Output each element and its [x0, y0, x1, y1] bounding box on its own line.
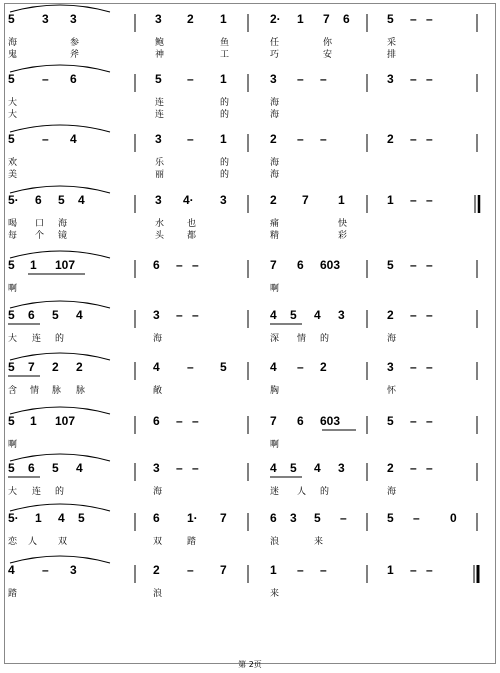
lyric-verse2: 斧 — [70, 50, 80, 60]
lyric-verse1: 脉 — [76, 386, 86, 396]
lyric-verse1: 浪 — [270, 537, 280, 547]
note: – — [426, 360, 433, 374]
slur — [10, 301, 110, 308]
lyric-verse1: 海 — [153, 334, 163, 344]
note: 2 — [52, 360, 59, 374]
note: 1 — [387, 193, 394, 207]
note: – — [42, 72, 49, 86]
note: 3 — [155, 132, 162, 146]
note: 6 — [270, 511, 277, 525]
lyric-verse1: 情 — [297, 334, 307, 344]
note: 4 — [270, 461, 277, 475]
note: 2 — [270, 132, 277, 146]
lyric-verse1: 的 — [320, 334, 330, 344]
note: 3 — [155, 193, 162, 207]
lyric-verse1: 痛 — [270, 219, 280, 229]
note: 5 — [8, 414, 15, 428]
note: 3 — [387, 360, 394, 374]
note: 4 — [76, 461, 83, 475]
lyric-verse2: 大 — [8, 110, 18, 120]
note: 5 — [58, 193, 65, 207]
lyric-verse1: 口 — [35, 219, 45, 229]
note: 4 — [153, 360, 160, 374]
note: – — [426, 461, 433, 475]
lyric-verse1: 乐 — [155, 158, 165, 168]
note: – — [410, 132, 417, 146]
note: – — [426, 563, 433, 577]
note: – — [192, 461, 199, 475]
note: – — [320, 132, 327, 146]
note: 2 — [387, 461, 394, 475]
note: 5 — [387, 511, 394, 525]
lyric-verse1: 任 — [270, 38, 280, 48]
note: 5 — [8, 72, 15, 86]
note: – — [426, 193, 433, 207]
note: 3 — [155, 12, 162, 26]
lyric-verse1: 深 — [270, 334, 280, 344]
note: 6 — [343, 12, 350, 26]
note: 6 — [35, 193, 42, 207]
lyric-verse2: 丽 — [155, 170, 165, 180]
note: 4 — [270, 360, 277, 374]
note: – — [410, 72, 417, 86]
note: 2· — [270, 12, 281, 26]
note: 3 — [338, 308, 345, 322]
note: 3 — [290, 511, 297, 525]
note: 5 — [314, 511, 321, 525]
note: 5 — [52, 308, 59, 322]
lyric-verse1: 大 — [8, 334, 18, 344]
lyric-verse1: 啊 — [8, 440, 18, 450]
note: – — [410, 563, 417, 577]
note: 5 — [52, 461, 59, 475]
lyric-verse2: 彩 — [338, 231, 348, 241]
note: – — [320, 72, 327, 86]
note: 1 — [30, 258, 37, 272]
lyric-verse1: 人 — [28, 537, 38, 547]
note: 7 — [302, 193, 309, 207]
note: – — [192, 414, 199, 428]
lyric-verse1: 脉 — [52, 386, 62, 396]
note: 7 — [28, 360, 35, 374]
lyric-verse2: 神 — [155, 50, 165, 60]
lyric-verse1: 海 — [270, 158, 280, 168]
lyric-verse1: 参 — [70, 38, 80, 48]
note: 4 — [314, 461, 321, 475]
note: – — [297, 360, 304, 374]
lyric-verse1: 双 — [58, 537, 68, 547]
note: – — [42, 132, 49, 146]
note: 5 — [387, 12, 394, 26]
note: 6 — [28, 461, 35, 475]
note: 603 — [320, 414, 341, 428]
note: 1 — [220, 12, 227, 26]
note: 5 — [387, 414, 394, 428]
note: 3 — [42, 12, 49, 26]
note: 4 — [8, 563, 15, 577]
note: 5 — [8, 308, 15, 322]
note: – — [187, 132, 194, 146]
lyric-verse1: 敞 — [153, 386, 163, 396]
note: 5 — [8, 132, 15, 146]
lyric-verse1: 欢 — [8, 158, 18, 168]
lyric-verse2: 每 — [8, 231, 18, 241]
note: 1· — [187, 511, 198, 525]
slur — [10, 504, 110, 511]
lyric-verse1: 海 — [387, 334, 397, 344]
note: 3 — [338, 461, 345, 475]
lyric-verse2: 排 — [387, 50, 397, 60]
lyric-verse1: 的 — [320, 487, 330, 497]
note: 5 — [8, 360, 15, 374]
note: 1 — [297, 12, 304, 26]
slur — [10, 65, 110, 72]
note: 5 — [8, 12, 15, 26]
note: – — [297, 72, 304, 86]
lyric-verse1: 来 — [314, 537, 324, 547]
note: 2 — [76, 360, 83, 374]
note: 1 — [387, 563, 394, 577]
lyric-verse1: 海 — [8, 38, 18, 48]
note: – — [176, 461, 183, 475]
note: 4 — [270, 308, 277, 322]
note: – — [410, 193, 417, 207]
note: 7 — [220, 511, 227, 525]
note: 1 — [338, 193, 345, 207]
note: 2 — [270, 193, 277, 207]
slur — [10, 5, 110, 12]
lyric-verse1: 人 — [297, 487, 307, 497]
note: – — [187, 360, 194, 374]
lyric-verse1: 来 — [270, 589, 280, 599]
lyric-verse1: 情 — [30, 386, 40, 396]
note: 7 — [270, 414, 277, 428]
note: 2 — [387, 308, 394, 322]
lyric-verse1: 海 — [270, 98, 280, 108]
note: 2 — [320, 360, 327, 374]
lyric-verse1: 双 — [153, 537, 163, 547]
note: – — [187, 563, 194, 577]
lyric-verse2: 巧 — [270, 50, 280, 60]
note: 4· — [183, 193, 194, 207]
lyric-verse1: 啊 — [8, 284, 18, 294]
page-number: 第 2页 — [238, 660, 262, 669]
lyric-verse2: 个 — [35, 231, 45, 241]
lyric-verse1: 鱼 — [220, 38, 230, 48]
note: 5 — [290, 461, 297, 475]
lyric-verse1: 海 — [58, 219, 68, 229]
lyric-verse1: 胸 — [270, 386, 280, 396]
note: – — [426, 132, 433, 146]
note: 5· — [8, 193, 19, 207]
note: – — [410, 12, 417, 26]
note: – — [426, 308, 433, 322]
note: 1 — [30, 414, 37, 428]
note: – — [410, 414, 417, 428]
note: – — [192, 258, 199, 272]
lyric-verse1: 快 — [338, 219, 348, 229]
slur — [10, 407, 110, 414]
lyric-verse2: 海 — [270, 110, 280, 120]
note: – — [410, 461, 417, 475]
lyric-verse1: 连 — [32, 487, 42, 497]
note: 2 — [153, 563, 160, 577]
note: 1 — [220, 132, 227, 146]
lyric-verse2: 鬼 — [8, 50, 18, 60]
note: – — [187, 72, 194, 86]
lyric-verse1: 含 — [8, 386, 18, 396]
note: 6 — [70, 72, 77, 86]
lyric-verse2: 美 — [8, 170, 18, 180]
note: – — [426, 72, 433, 86]
lyric-verse2: 海 — [270, 170, 280, 180]
lyric-verse1: 大 — [8, 487, 18, 497]
lyric-verse1: 的 — [55, 487, 65, 497]
note: – — [413, 511, 420, 525]
note: 4 — [58, 511, 65, 525]
note: – — [410, 308, 417, 322]
slur — [10, 556, 110, 563]
note: 6 — [297, 414, 304, 428]
note: – — [176, 258, 183, 272]
lyric-verse2: 头 — [155, 231, 165, 241]
slur — [10, 186, 110, 193]
lyric-verse1: 水 — [155, 219, 165, 229]
note: – — [297, 132, 304, 146]
lyric-verse1: 大 — [8, 98, 18, 108]
note: – — [340, 511, 347, 525]
lyric-verse1: 啊 — [270, 440, 280, 450]
lyric-verse2: 精 — [270, 231, 280, 241]
note: 3 — [220, 193, 227, 207]
lyric-verse1: 也 — [187, 219, 197, 229]
lyric-verse1: 恋 — [8, 537, 18, 547]
note: 0 — [450, 511, 457, 525]
note: – — [297, 563, 304, 577]
note: 4 — [76, 308, 83, 322]
lyric-verse2: 都 — [187, 231, 197, 241]
lyric-verse1: 你 — [323, 38, 333, 48]
note: 1 — [220, 72, 227, 86]
lyric-verse1: 海 — [153, 487, 163, 497]
note: 3 — [387, 72, 394, 86]
lyric-verse1: 啊 — [270, 284, 280, 294]
note: 5 — [290, 308, 297, 322]
note: 1 — [35, 511, 42, 525]
note: – — [176, 414, 183, 428]
slur — [10, 353, 110, 360]
note: 1 — [270, 563, 277, 577]
lyric-verse1: 喝 — [8, 219, 18, 229]
note: – — [42, 563, 49, 577]
lyric-verse1: 的 — [55, 334, 65, 344]
note: 3 — [153, 308, 160, 322]
note: – — [410, 258, 417, 272]
lyric-verse1: 连 — [155, 98, 165, 108]
note: 2 — [187, 12, 194, 26]
lyric-verse1: 的 — [220, 98, 230, 108]
note: – — [426, 12, 433, 26]
slur — [10, 125, 110, 132]
note: 2 — [387, 132, 394, 146]
note: 603 — [320, 258, 341, 272]
slur — [10, 251, 110, 258]
lyric-verse1: 海 — [387, 487, 397, 497]
note: 5 — [8, 258, 15, 272]
lyric-verse2: 安 — [323, 50, 333, 60]
lyric-verse1: 踏 — [8, 589, 18, 599]
note: 107 — [55, 414, 76, 428]
lyric-verse1: 鲍 — [155, 38, 165, 48]
lyric-verse2: 连 — [155, 110, 165, 120]
note: 5 — [387, 258, 394, 272]
note: 5 — [155, 72, 162, 86]
note: – — [410, 360, 417, 374]
note: 3 — [153, 461, 160, 475]
note: 6 — [297, 258, 304, 272]
lyric-verse2: 工 — [220, 50, 230, 60]
note: 4 — [314, 308, 321, 322]
lyric-verse2: 的 — [220, 110, 230, 120]
lyric-verse1: 浪 — [153, 589, 163, 599]
note: 7 — [270, 258, 277, 272]
note: 6 — [28, 308, 35, 322]
note: 3 — [70, 12, 77, 26]
note: 7 — [323, 12, 330, 26]
lyric-verse1: 怀 — [387, 386, 397, 396]
note: 3 — [270, 72, 277, 86]
slur — [10, 454, 110, 461]
lyric-verse2: 的 — [220, 170, 230, 180]
note: 4 — [70, 132, 77, 146]
note: 6 — [153, 511, 160, 525]
lyric-verse1: 连 — [32, 334, 42, 344]
note: 5 — [78, 511, 85, 525]
note: 6 — [153, 258, 160, 272]
note: 5· — [8, 511, 19, 525]
note: 107 — [55, 258, 76, 272]
note: – — [426, 258, 433, 272]
note: 5 — [8, 461, 15, 475]
note: – — [320, 563, 327, 577]
note: – — [176, 308, 183, 322]
note: 7 — [220, 563, 227, 577]
lyric-verse2: 镜 — [58, 231, 68, 241]
lyric-verse1: 采 — [387, 38, 397, 48]
note: 6 — [153, 414, 160, 428]
lyric-verse1: 的 — [220, 158, 230, 168]
note: 5 — [220, 360, 227, 374]
lyric-verse1: 踏 — [187, 537, 197, 547]
note: – — [192, 308, 199, 322]
lyric-verse1: 迷 — [270, 487, 280, 497]
note: 3 — [70, 563, 77, 577]
note: 4 — [78, 193, 85, 207]
note: – — [426, 414, 433, 428]
